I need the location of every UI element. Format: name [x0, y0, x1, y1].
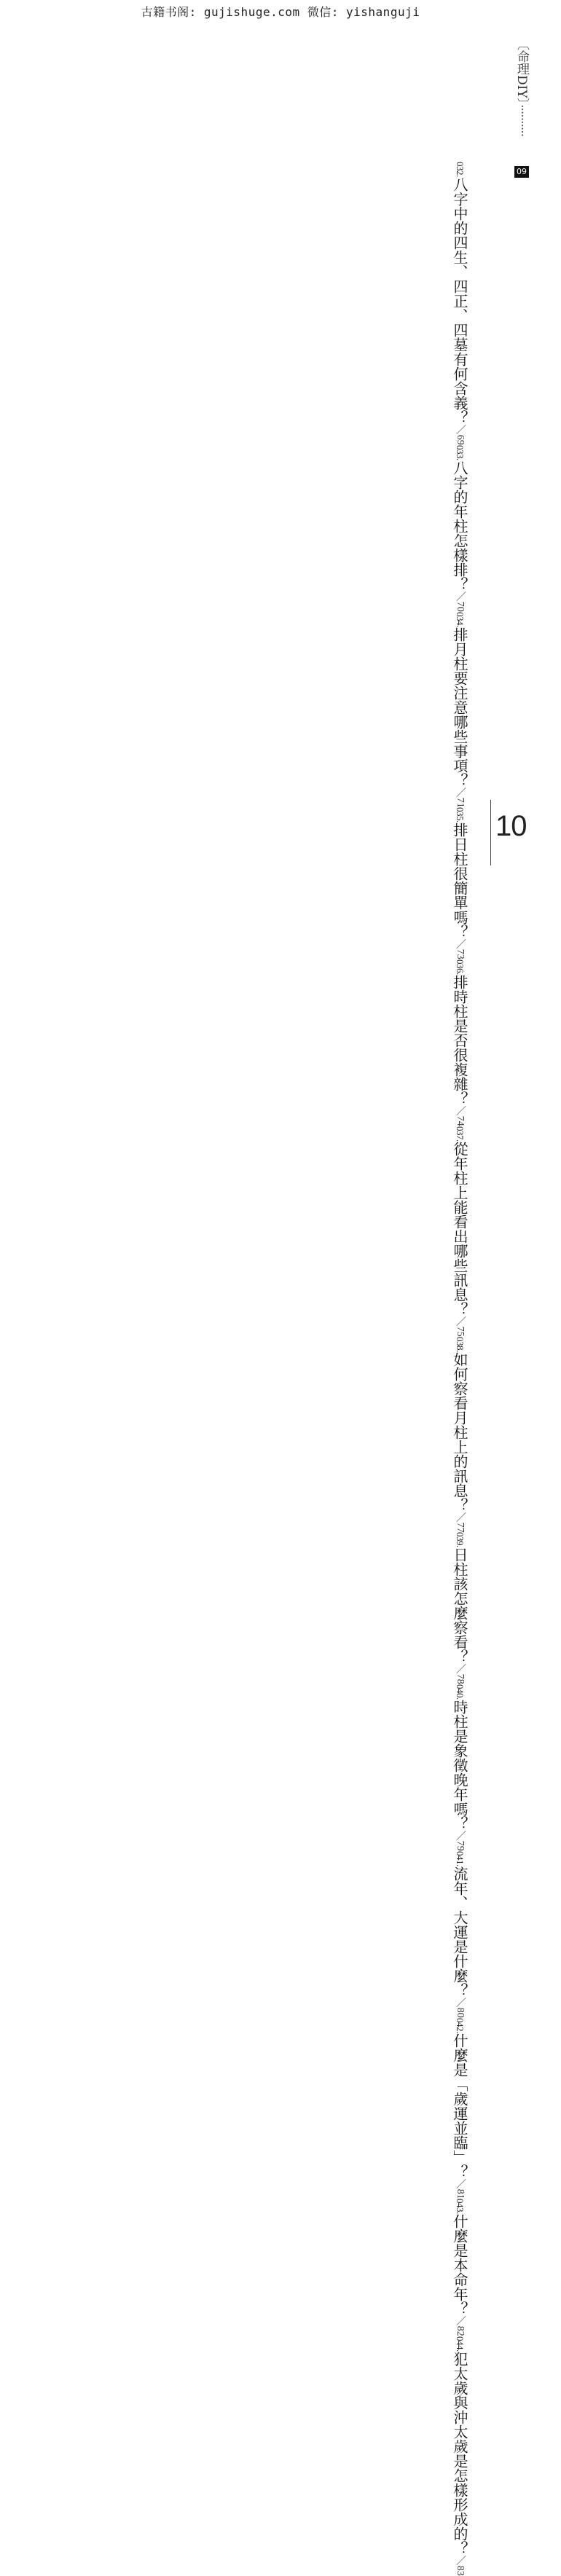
- toc-entry-034[interactable]: [446, 612, 474, 808]
- table-of-contents: [446, 162, 474, 2576]
- entry-title: 時柱是象徵晚年嗎？: [451, 1699, 468, 1831]
- entry-separator: ／: [455, 1105, 466, 1116]
- page-number: 10: [495, 810, 527, 842]
- entry-title: 八字的年柱怎樣排？: [451, 460, 468, 592]
- entry-number: 041.: [455, 1850, 466, 1866]
- entry-title: 排月柱要注意哪些事項？: [451, 627, 468, 788]
- entry-title: 如何察看月柱上的訊息？: [451, 1351, 468, 1512]
- entry-title: 八字中的四生、四正、四墓有何含義？: [451, 176, 468, 425]
- toc-entry-041[interactable]: [446, 1851, 474, 2018]
- entry-separator: ／: [455, 2178, 466, 2189]
- entry-number: 037.: [455, 1126, 466, 1142]
- entry-title: 什麼是本命年？: [451, 2214, 468, 2316]
- running-head-dots: ··········: [514, 104, 529, 137]
- entry-separator: ／: [455, 424, 466, 435]
- entry-page: 79: [455, 1840, 466, 1851]
- entry-title: 犯太歲與沖太歲是怎樣形成的？: [451, 2351, 468, 2556]
- toc-entry-037[interactable]: [446, 1126, 474, 1337]
- toc-entry-043[interactable]: [446, 2199, 474, 2336]
- entry-page: 71: [455, 797, 466, 808]
- entry-separator: ／: [455, 939, 466, 949]
- entry-number: 035.: [455, 807, 466, 822]
- toc-entry-044[interactable]: [446, 2336, 474, 2576]
- entry-number: 038.: [455, 1336, 466, 1352]
- watermark-text: 古籍书阁: gujishuge.com 微信: yishanguji: [141, 5, 420, 19]
- entry-number: 043.: [455, 2199, 466, 2214]
- entry-separator: ／: [455, 591, 466, 602]
- entry-separator: ／: [455, 2316, 466, 2326]
- entry-page: 81: [455, 2188, 466, 2199]
- entry-number: 034.: [455, 611, 466, 627]
- toc-entry-042[interactable]: [446, 2018, 474, 2199]
- entry-number: 040.: [455, 1684, 466, 1700]
- entry-page: 70: [455, 601, 466, 612]
- toc-entry-033[interactable]: [446, 445, 474, 612]
- entry-page: 75: [455, 1326, 466, 1337]
- entry-title: 從年柱上能看出哪些訊息？: [451, 1141, 468, 1316]
- entry-page: 78: [455, 1674, 466, 1684]
- toc-entry-040[interactable]: [446, 1684, 474, 1851]
- running-head: [513, 38, 530, 136]
- entry-title: 流年、大運是什麼？: [451, 1866, 468, 1998]
- entry-separator: ／: [455, 787, 466, 798]
- entry-page: 83: [455, 2565, 466, 2576]
- entry-title: 什麼是「歲運並臨」？: [451, 2033, 468, 2179]
- entry-separator: ／: [455, 1830, 466, 1841]
- entry-number: 042.: [455, 2017, 466, 2033]
- entry-page: 74: [455, 1115, 466, 1126]
- entry-number: 036.: [455, 959, 466, 975]
- entry-separator: ／: [455, 1512, 466, 1523]
- entry-number: 044.: [455, 2336, 466, 2352]
- entry-separator: ／: [455, 1997, 466, 2008]
- entry-title: 排日柱很簡單嗎？: [451, 822, 468, 939]
- entry-number: 032.: [455, 162, 466, 177]
- entry-separator: ／: [455, 1316, 466, 1327]
- running-head-title: 〔命理DIY〕: [514, 38, 529, 105]
- entry-title: 排時柱是否很複雜？: [451, 974, 468, 1106]
- entry-page: 73: [455, 949, 466, 959]
- entry-page: 82: [455, 2326, 466, 2336]
- entry-separator: ／: [455, 1664, 466, 1674]
- entry-page: 77: [455, 1522, 466, 1533]
- entry-title: 日柱該怎麼察看？: [451, 1547, 468, 1664]
- toc-entry-038[interactable]: [446, 1337, 474, 1533]
- entry-number: 033.: [455, 444, 466, 460]
- entry-separator: ／: [455, 2555, 466, 2566]
- toc-entry-032[interactable]: [446, 162, 474, 445]
- toc-entry-039[interactable]: [446, 1532, 474, 1684]
- folio-rule: [490, 800, 491, 865]
- section-badge: 09: [514, 166, 529, 178]
- entry-number: 039.: [455, 1532, 466, 1547]
- entry-page: 69: [455, 434, 466, 445]
- toc-entry-035[interactable]: [446, 807, 474, 959]
- entry-page: 80: [455, 2007, 466, 2018]
- toc-entry-036[interactable]: [446, 959, 474, 1126]
